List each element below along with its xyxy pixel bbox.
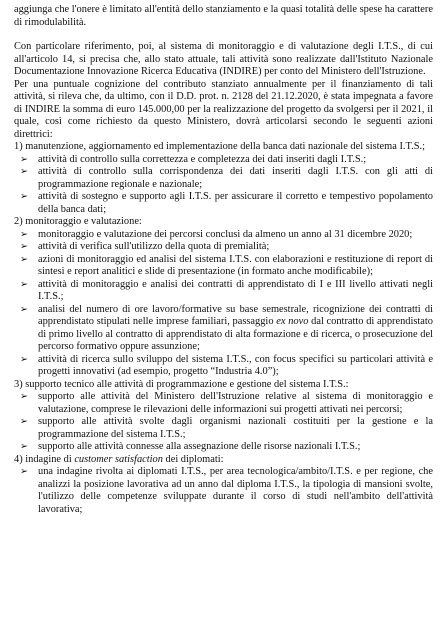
arrow-bullet-icon: ➢: [20, 391, 28, 402]
section-3-heading: 3) supporto tecnico alle attività di programmazione e gestione del sistema I.T.S.:: [14, 378, 349, 390]
section-4-heading: 4) indagine di customer satisfaction dei diplomati:: [14, 453, 224, 465]
arrow-bullet-icon: ➢: [20, 166, 28, 177]
arrow-bullet-icon: ➢: [20, 228, 28, 240]
intro-paragraph-1: aggiunga che l'onere è limitato all'entità dello stanziamento e la quasi totalità delle spese ha carattere di rimodulabilità.: [14, 4, 433, 28]
arrow-bullet-icon: ➢: [20, 353, 28, 365]
list-item: ➢ attività di monitoraggio e analisi dei contratti di apprendistato di I e III livello attivati negli I.T.S.;: [20, 278, 433, 302]
section-2-list: [14, 229, 433, 379]
arrow-bullet-icon: ➢: [20, 416, 28, 427]
arrow-bullet-icon: ➢: [20, 466, 28, 477]
section-4-list: [14, 466, 433, 516]
arrow-bullet-icon: ➢: [20, 441, 28, 452]
list-item: ➢ una indagine rivolta ai diplomati I.T.S., per area tecnologica/ambito/I.T.S. e per regione, che analizzi la posizione lavorativa ad un anno dal diploma I.T.S., la tipologia di mansioni svolte, l'utilizzo delle competenze sviluppate durante il corso di studi nell'ambito dell'attività lavorativa;: [20, 466, 433, 515]
arrow-bullet-icon: ➢: [20, 153, 28, 165]
arrow-bullet-icon: ➢: [20, 278, 28, 290]
section-1-heading: 1) manutenzione, aggiornamento ed implementazione della banca dati nazionale del sistema I.T.S.;: [14, 141, 425, 152]
arrow-bullet-icon: ➢: [20, 191, 28, 202]
emphasis-text: ex novo: [276, 316, 309, 327]
list-item: ➢ attività di sostegno e supporto agli I.T.S. per assicurare il corretto e tempestivo popolamento della banca dati;: [20, 191, 433, 215]
list-item: ➢ azioni di monitoraggio ed analisi del sistema I.T.S. con elaborazioni e restituzione di report di sintesi e report analitici e slide di presentazione (in formato anche modificabile);: [20, 253, 433, 277]
list-item: ➢ supporto alle attività del Ministero dell'Istruzione relative al sistema di monitoraggio e valutazione, comprese le rilevazioni delle informazioni sui progetti attivati nei percorsi;: [20, 391, 433, 415]
arrow-bullet-icon: ➢: [20, 303, 28, 315]
section-2-heading: 2) monitoraggio e valutazione:: [14, 216, 142, 227]
list-item: ➢ monitoraggio e valutazione dei percorsi conclusi da almeno un anno al 31 dicembre 2020;: [20, 228, 413, 240]
list-item: ➢ attività di ricerca sullo sviluppo del sistema I.T.S., con focus specifici su particolari attività e progetti innovativi (ad esempio, progetto “Industria 4.0”);: [20, 353, 433, 377]
section-3-list: [14, 391, 433, 454]
section-1-list: [14, 154, 433, 217]
list-item: ➢ attività di controllo sulla correttezza e completezza dei dati inseriti dagli I.T.S.;: [20, 153, 367, 165]
list-item: ➢ analisi del numero di ore lavoro/formative su base semestrale, ricognizione dei contratti di apprendistato stipulati nelle imprese familiari, passaggio ex novo dal contratto di apprendistato di primo livello al contratto di apprendistato di alta formazione e di ricerca, o prosecuzione del percorso formativo oppure assunzione;: [20, 303, 433, 352]
list-item: ➢ supporto alle attività connesse alla assegnazione delle risorse nazionali I.T.S.;: [20, 441, 361, 452]
intro-paragraph-2: Con particolare riferimento, poi, al sistema di monitoraggio e di valutazione degli I.T.S., di cui all'articolo 14, si precisa che, allo stato attuale, tali attività sono realizzate dall'Istituto Nazionale Documentazione Innovazione Ricerca Educativa (INDIRE) per conto del Ministero dell'Istruzione.: [14, 41, 433, 77]
emphasis-text: customer satisfaction: [74, 453, 163, 465]
arrow-bullet-icon: ➢: [20, 253, 28, 265]
list-item: ➢ attività di verifica sull'utilizzo della quota di premialità;: [20, 241, 270, 252]
list-item: ➢ supporto alle attività svolte dagli organismi nazionali costituiti per la gestione e la programmazione del sistema I.T.S.;: [20, 416, 433, 440]
list-item: ➢ attività di controllo sulla corrispondenza dei dati inseriti dagli I.T.S. con gli atti di programmazione regionale e nazionale;: [20, 166, 433, 190]
spacer: [14, 29, 433, 41]
arrow-bullet-icon: ➢: [20, 241, 28, 252]
intro-paragraph-3: Per una puntuale cognizione del contributo stanziato annualmente per il finanziamento di tali attività, si rileva che, da ultimo, con il D.D. prot. n. 2128 del 21.12.2020, è stata impegnata a favore di INDIRE la somma di euro 145.000,00 per la realizzazione del progetto da svolgersi per il 2021, il quale, così come richiesto da questo Ministero, dovrà articolarsi secondo le seguenti azioni direttrici:: [14, 78, 433, 140]
